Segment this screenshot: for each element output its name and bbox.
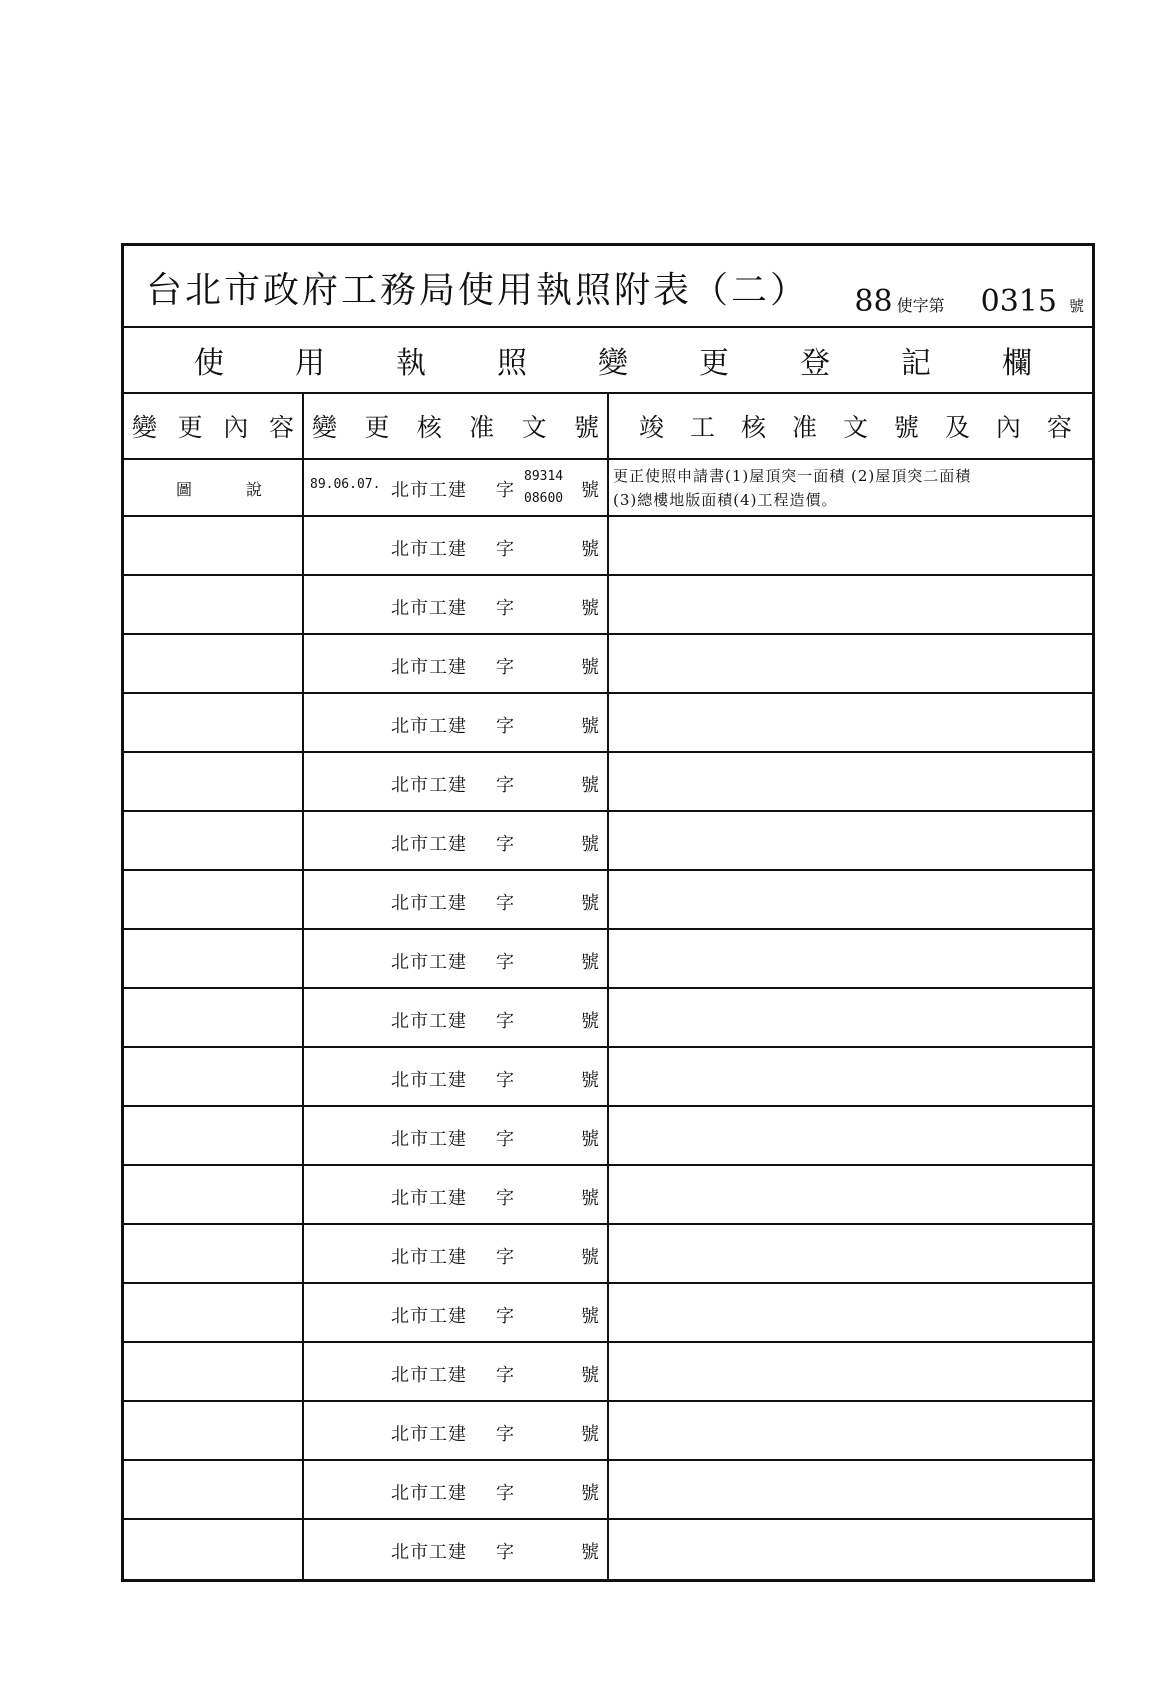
section-title-char: 照 [497, 346, 527, 381]
section-title-char: 欄 [1002, 346, 1032, 381]
hao-label: 號 [581, 1483, 599, 1504]
hao-label: 號 [581, 775, 599, 796]
completion-content-cell [609, 1461, 1092, 1518]
zi-label: 字 [496, 1247, 514, 1268]
approval-date: 89.06.07. [310, 477, 381, 492]
approval-doc-cell [304, 1343, 609, 1400]
permit-type: 使字第 [896, 296, 945, 315]
approval-doc-cell [304, 1225, 609, 1282]
change-content-cell [124, 1402, 304, 1459]
approval-doc-cell [304, 460, 609, 515]
table-row [124, 694, 1092, 753]
permit-number-block [854, 284, 1084, 319]
hao-label: 號 [581, 952, 599, 973]
zi-label: 字 [496, 1542, 514, 1563]
table-row [124, 1166, 1092, 1225]
change-content-cell [124, 930, 304, 987]
office-code: 北市工建 [391, 1424, 467, 1445]
hao-label: 號 [581, 1424, 599, 1445]
office-code: 北市工建 [391, 1070, 467, 1091]
zi-label: 字 [496, 1129, 514, 1150]
zi-label: 字 [496, 598, 514, 619]
approval-doc-cell [304, 694, 609, 751]
office-code: 北市工建 [391, 1306, 467, 1327]
approval-doc-cell [304, 753, 609, 810]
section-title-char: 用 [295, 346, 325, 381]
completion-content-cell [609, 1107, 1092, 1164]
permit-suffix: 號 [1068, 297, 1084, 315]
hao-label: 號 [581, 539, 599, 560]
hao-label: 號 [581, 598, 599, 619]
completion-content-cell [609, 1284, 1092, 1341]
change-content-cell [124, 1225, 304, 1282]
completion-content-cell [609, 517, 1092, 574]
approval-doc-cell [304, 812, 609, 869]
hao-label: 號 [581, 1247, 599, 1268]
completion-content-cell [609, 871, 1092, 928]
change-content-cell [124, 1048, 304, 1105]
change-content-cell [124, 1461, 304, 1518]
table-row [124, 1343, 1092, 1402]
completion-content-cell [609, 1225, 1092, 1282]
approval-doc-cell [304, 576, 609, 633]
zi-label: 字 [496, 893, 514, 914]
change-content-cell: 圖 說 [124, 460, 304, 515]
hao-label: 號 [581, 834, 599, 855]
completion-description: 更正使照申請書(1)屋頂突一面積 (2)屋頂突二面積 (3)總樓地版面積(4)工程造價。 [613, 467, 972, 509]
approval-doc-cell [304, 1284, 609, 1341]
section-title-char: 變 [598, 346, 628, 381]
approval-doc-cell [304, 1048, 609, 1105]
hao-label: 號 [581, 1188, 599, 1209]
office-code: 北市工建 [391, 716, 467, 737]
office-code: 北市工建 [391, 1365, 467, 1386]
section-title-char: 更 [699, 346, 729, 381]
change-content-cell [124, 989, 304, 1046]
section-title-char: 登 [800, 346, 830, 381]
hao-label: 號 [581, 1306, 599, 1327]
approval-doc-cell [304, 930, 609, 987]
hao-label: 號 [581, 1542, 599, 1563]
approval-doc-cell [304, 1461, 609, 1518]
completion-content-cell [609, 1402, 1092, 1459]
office-code: 北市工建 [391, 657, 467, 678]
table-row [124, 635, 1092, 694]
table-row [124, 1225, 1092, 1284]
office-code: 北市工建 [391, 893, 467, 914]
table-row [124, 871, 1092, 930]
change-content-cell [124, 635, 304, 692]
completion-content-cell [609, 1166, 1092, 1223]
approval-doc-cell [304, 1402, 609, 1459]
completion-content-cell [609, 635, 1092, 692]
office-code: 北市工建 [391, 598, 467, 619]
change-content-cell [124, 753, 304, 810]
office-code: 北市工建 [391, 834, 467, 855]
zi-label: 字 [496, 1070, 514, 1091]
section-title [124, 328, 1092, 394]
table-row [124, 576, 1092, 635]
approval-doc-cell [304, 1520, 609, 1579]
approval-doc-cell [304, 989, 609, 1046]
office-code: 北市工建 [391, 1542, 467, 1563]
completion-content-cell [609, 989, 1092, 1046]
table-row [124, 753, 1092, 812]
zi-label: 字 [496, 952, 514, 973]
table-row [124, 1284, 1092, 1343]
hao-label: 號 [581, 1129, 599, 1150]
zi-label: 字 [496, 775, 514, 796]
office-code: 北市工建 [391, 1483, 467, 1504]
change-content-cell [124, 812, 304, 869]
section-title-char: 記 [901, 346, 931, 381]
table-row [124, 460, 1092, 517]
table-row [124, 517, 1092, 576]
zi-label: 字 [496, 1306, 514, 1327]
change-content-cell [124, 517, 304, 574]
header-approval-doc: 變 更 核 准 文 號 [304, 394, 609, 458]
hao-label: 號 [581, 480, 599, 501]
zi-label: 字 [496, 480, 514, 501]
zi-label: 字 [496, 1424, 514, 1445]
approval-doc-cell [304, 1107, 609, 1164]
permit-year: 88 [854, 284, 893, 319]
completion-content-cell [609, 1343, 1092, 1400]
section-title-char: 使 [194, 346, 224, 381]
completion-content-cell [609, 753, 1092, 810]
office-code: 北市工建 [391, 1129, 467, 1150]
column-header-row [124, 394, 1092, 460]
approval-doc-cell [304, 1166, 609, 1223]
change-content-cell [124, 1284, 304, 1341]
office-code: 北市工建 [391, 539, 467, 560]
hao-label: 號 [581, 1365, 599, 1386]
table-row [124, 1048, 1092, 1107]
completion-content-cell [609, 930, 1092, 987]
change-content-cell [124, 1343, 304, 1400]
approval-doc-cell [304, 517, 609, 574]
hao-label: 號 [581, 1011, 599, 1032]
office-code: 北市工建 [391, 1011, 467, 1032]
permit-number: 0315 [980, 284, 1057, 319]
approval-doc-cell [304, 871, 609, 928]
usage-permit-change-form [121, 243, 1095, 1582]
office-code: 北市工建 [391, 775, 467, 796]
table-row [124, 930, 1092, 989]
table-row [124, 1402, 1092, 1461]
zi-label: 字 [496, 539, 514, 560]
hao-label: 號 [581, 893, 599, 914]
hao-label: 號 [581, 1070, 599, 1091]
zi-label: 字 [496, 1483, 514, 1504]
zi-label: 字 [496, 716, 514, 737]
table-row [124, 1461, 1092, 1520]
header-change-content: 變 更 內 容 [124, 394, 304, 458]
zi-label: 字 [496, 1011, 514, 1032]
section-title-char: 執 [396, 346, 426, 381]
table-row [124, 812, 1092, 871]
change-content-cell [124, 576, 304, 633]
completion-content-cell [609, 460, 1092, 515]
completion-content-cell [609, 694, 1092, 751]
office-code: 北市工建 [391, 952, 467, 973]
hao-label: 號 [581, 716, 599, 737]
change-content-cell [124, 1166, 304, 1223]
office-code: 北市工建 [391, 480, 467, 501]
zi-label: 字 [496, 1188, 514, 1209]
table-row [124, 1107, 1092, 1166]
table-row [124, 1520, 1092, 1579]
doc-number: 89314 08600 [524, 469, 564, 506]
approval-doc-cell [304, 635, 609, 692]
zi-label: 字 [496, 657, 514, 678]
change-content-cell [124, 694, 304, 751]
office-code: 北市工建 [391, 1188, 467, 1209]
change-content-cell [124, 1520, 304, 1579]
completion-content-cell [609, 576, 1092, 633]
form-title: 台北市政府工務局使用執照附表（二） [146, 270, 810, 311]
zi-label: 字 [496, 1365, 514, 1386]
completion-content-cell [609, 812, 1092, 869]
form-title-row [124, 246, 1092, 328]
hao-label: 號 [581, 657, 599, 678]
change-content-cell [124, 871, 304, 928]
completion-content-cell [609, 1520, 1092, 1579]
table-row [124, 989, 1092, 1048]
zi-label: 字 [496, 834, 514, 855]
change-content-cell [124, 1107, 304, 1164]
header-completion-doc: 竣 工 核 准 文 號 及 內 容 [639, 413, 1072, 442]
completion-content-cell [609, 1048, 1092, 1105]
office-code: 北市工建 [391, 1247, 467, 1268]
